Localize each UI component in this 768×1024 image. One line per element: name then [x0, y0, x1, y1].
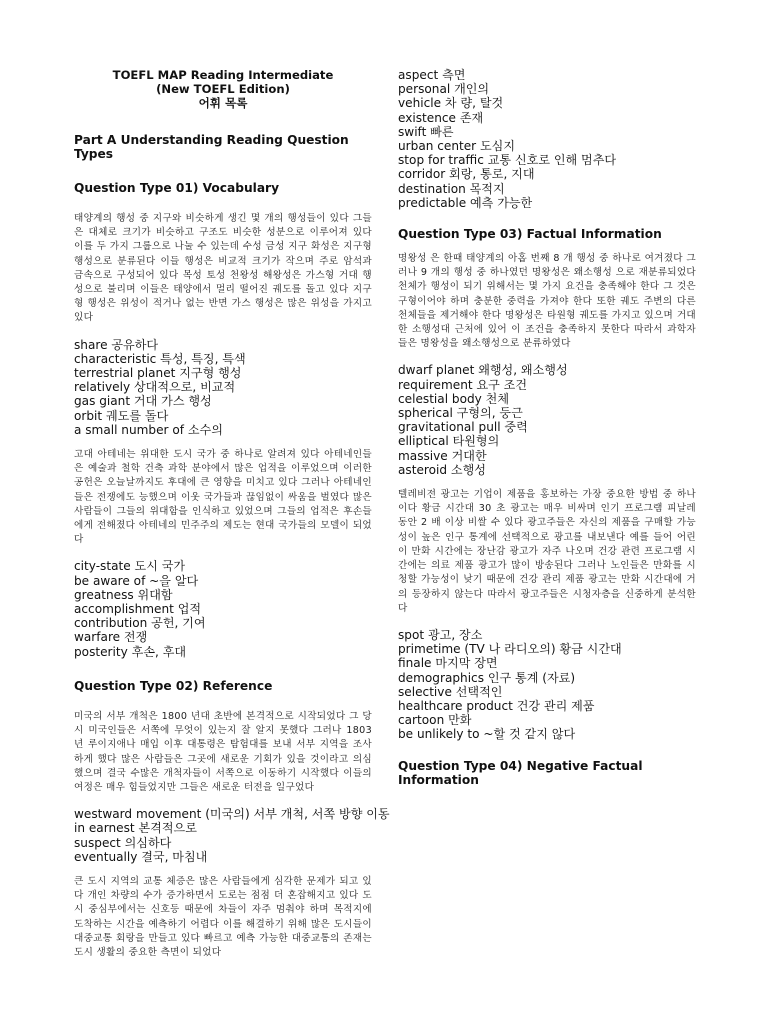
vocab-item: city-state 도시 국가 — [74, 559, 186, 574]
left-column — [74, 68, 390, 960]
document-subtitle: (New TOEFL Edition) — [156, 82, 290, 96]
vocab-item: predictable 예측 가능한 — [398, 195, 533, 210]
q3-passage-1: 명왕성 은 한때 태양계의 아홉 번째 8 개 행성 중 하나로 여겨졌다 그러나 9 개의 행성 중 하나였던 명왕성은 왜소행성 으로 재분류되었다 천체가 행성이 되기 위해서는 몇 가지 요건을 충족해야 한다 그 것은 구형이어야 하며 충분한 중력을 가져야 한다 또한 궤도 주변의 다른 천체들을 제거해야 한다 명왕성은 타원형 궤도를 가지고 있으며 거대한 소행성대 근처에 있어 이 조건을 충족하지 못한다 따라서 과학자들은 명왕성을 왜소행성으로 분류하였다 — [398, 253, 696, 350]
question-type-01-heading: Question Type 01) Vocabulary — [74, 181, 280, 195]
vocab-item: in earnest 본격적으로 — [74, 821, 197, 836]
q3-vocab-list-2 — [398, 628, 696, 742]
part-a-heading: Part A Understanding Reading Question Types — [74, 133, 349, 161]
vocab-item: stop for traffic 교통 신호로 인해 멈추다 — [398, 153, 617, 168]
vocab-item: requirement 요구 조건 — [398, 377, 528, 392]
q1-vocab-list-1 — [74, 338, 372, 437]
vocab-item: dwarf planet 왜행성, 왜소행성 — [398, 363, 568, 378]
vocab-item: a small number of 소수의 — [74, 422, 223, 437]
vocab-item: be aware of ~을 알다 — [74, 573, 199, 588]
vocab-item: warfare 전쟁 — [74, 630, 148, 645]
q2-passage-2-start: 큰 도시 지역의 교통 체증은 많은 사람들에게 심각한 문제가 되고 있다 개인 차량의 수가 증가하면서 도로는 점점 더 혼잡해지고 있다 도시 중심부에서는 신호등 때문에 차들이 자주 멈춰야 하며 목적지에 도착하는 시간을 예측하기 어렵다 이를 해결하기 위해 많은 도시들이 대중교통 회랑을 만들고 있다 빠르고 예측 가능한 대중교통의 존재는 도시 생활의 중요한 측면이 되었다 — [74, 875, 372, 958]
question-type-03-heading: Question Type 03) Factual Information — [398, 227, 662, 242]
vocab-item: characteristic 특성, 특징, 특색 — [74, 351, 246, 366]
vocab-item: gravitational pull 중력 — [398, 420, 528, 435]
vocab-item: cartoon 만화 — [398, 713, 472, 728]
vocab-item: existence 존재 — [398, 110, 484, 125]
vocab-item: aspect 측면 — [398, 68, 466, 82]
vocab-item: corridor 회랑, 통로, 지대 — [398, 167, 535, 182]
q1-passage-1: 태양계의 행성 중 지구와 비슷하게 생긴 몇 개의 행성들이 있다 그들은 대체로 크기가 비슷하고 구조도 비슷한 성분으로 이루어져 있다 이를 두 가지 그룹으로 나눌 수 있는데 수성 금성 지구 화성은 지구형 행성으로 분류된다 이들 행성은 비교적 크기가 작으며 주로 암석과 금속으로 구성되어 있다 목성 토성 천왕성 해왕성은 가스형 거대 행성으로 불리며 이들은 태양에서 멀리 떨어진 궤도를 돌고 있다 지구형 행성은 위성이 적거나 없는 반면 가스 행성은 많은 위성을 가지고 있다 — [74, 213, 372, 324]
vocab-item: gas giant 거대 가스 행성 — [74, 394, 212, 409]
vocab-item: share 공유하다 — [74, 337, 159, 352]
q1-vocab-list-2 — [74, 559, 372, 658]
q2-passage-1: 미국의 서부 개척은 1800 년대 초반에 본격적으로 시작되었다 그 당시 미국인들은 서쪽에 무엇이 있는지 잘 알지 못했다 그러나 1803 년 루이지애나 매입 이후 대통령은 탐험대를 보내 서부 지역을 조사하게 했다 많은 사람들은 그곳에 새로운 기회가 있을 것이라고 의심했으며 결국 수많은 개척자들이 서쪽으로 이동하기 시작했다 이들의 여정은 매우 힘들었지만 그들은 새로운 터전을 일구었다 — [74, 710, 372, 793]
vocab-item: westward movement (미국의) 서부 개척, 서쪽 방향 이동 — [74, 807, 390, 822]
vocab-item: healthcare product 건강 관리 제품 — [398, 698, 595, 713]
vocab-item: accomplishment 업적 — [74, 602, 202, 617]
vocab-item: greatness 위대함 — [74, 587, 173, 602]
question-type-04-heading: Question Type 04) Negative Factual Information — [398, 758, 643, 787]
vocab-item: massive 거대한 — [398, 448, 487, 463]
vocab-item: primetime (TV 나 라디오의) 황금 시간대 — [398, 642, 622, 657]
vocab-item: spot 광고, 장소 — [398, 627, 483, 642]
vocab-item: destination 목적지 — [398, 181, 505, 196]
vocab-item: posterity 후손, 후대 — [74, 644, 187, 659]
document-subtitle-korean: 어휘 목록 — [198, 96, 248, 110]
q2-vocab-list-1 — [74, 807, 390, 864]
right-column — [398, 68, 696, 787]
vocab-item: celestial body 천체 — [398, 391, 510, 406]
vocab-item: eventually 결국, 마침내 — [74, 849, 208, 864]
vocab-item: spherical 구형의, 둥근 — [398, 406, 523, 421]
vocab-item: orbit 궤도를 돌다 — [74, 408, 169, 423]
q3-vocab-list-1 — [398, 363, 696, 477]
q3-passage-2: 텔레비전 광고는 기업이 제품을 홍보하는 가장 중요한 방법 중 하나이다 황금 시간대 30 초 광고는 매우 비싸며 인기 프로그램 피날레 동안 2 배 이상 비쌀 수 있다 광고주들은 자신의 제품을 구매할 가능성이 높은 인구 통계에 선택적으로 광고를 내보낸다 예를 들어 어린이 만화 시간에는 장난감 광고가 자주 나오며 건강 관련 프로그램 시간에는 의료 제품 광고가 많이 방송된다 그러나 노인들은 만화를 시청할 가능성이 낮기 때문에 건강 관리 제품 광고는 만화 시간대에 거의 등장하지 않는다 따라서 광고주들은 시청자층을 신중하게 분석한다 — [398, 489, 696, 614]
vocab-item: swift 빠른 — [398, 124, 454, 139]
question-type-02-heading: Question Type 02) Reference — [74, 678, 273, 693]
vocab-item: vehicle 차 량, 탈것 — [398, 96, 504, 111]
vocab-item: finale 마지막 장면 — [398, 656, 498, 671]
vocab-item: elliptical 타원형의 — [398, 434, 500, 449]
vocab-item: contribution 공헌, 기여 — [74, 616, 206, 631]
vocab-item: suspect 의심하다 — [74, 835, 172, 850]
vocab-item: be unlikely to ~할 것 같지 않다 — [398, 727, 576, 742]
q1-passage-2: 고대 아테네는 위대한 도시 국가 중 하나로 알려져 있다 아테네인들은 예술과 철학 건축 과학 분야에서 많은 업적을 이루었으며 이러한 공헌은 오늘날까지도 후대에 큰 영향을 미치고 있다 그러나 아테네인들은 전쟁에도 능했으며 이웃 국가들과 끊임없이 싸움을 벌였다 많은 사람들이 그들의 위대함을 인식하고 있었으며 그들의 업적은 후손들에게 전해졌다 아테네의 민주주의 제도는 현대 국가들의 모델이 되었다 — [74, 449, 372, 546]
vocab-item: personal 개인의 — [398, 82, 490, 97]
vocab-item: urban center 도심지 — [398, 139, 516, 154]
vocab-item: terrestrial planet 지구형 행성 — [74, 366, 242, 381]
vocab-item: relatively 상대적으로, 비교적 — [74, 380, 236, 395]
vocab-item: asteroid 소행성 — [398, 462, 486, 477]
vocab-item: demographics 인구 통계 (자료) — [398, 670, 576, 685]
q2-vocab-list-2 — [398, 68, 696, 210]
vocab-item: selective 선택적인 — [398, 684, 503, 699]
document-title: TOEFL MAP Reading Intermediate — [112, 68, 334, 82]
